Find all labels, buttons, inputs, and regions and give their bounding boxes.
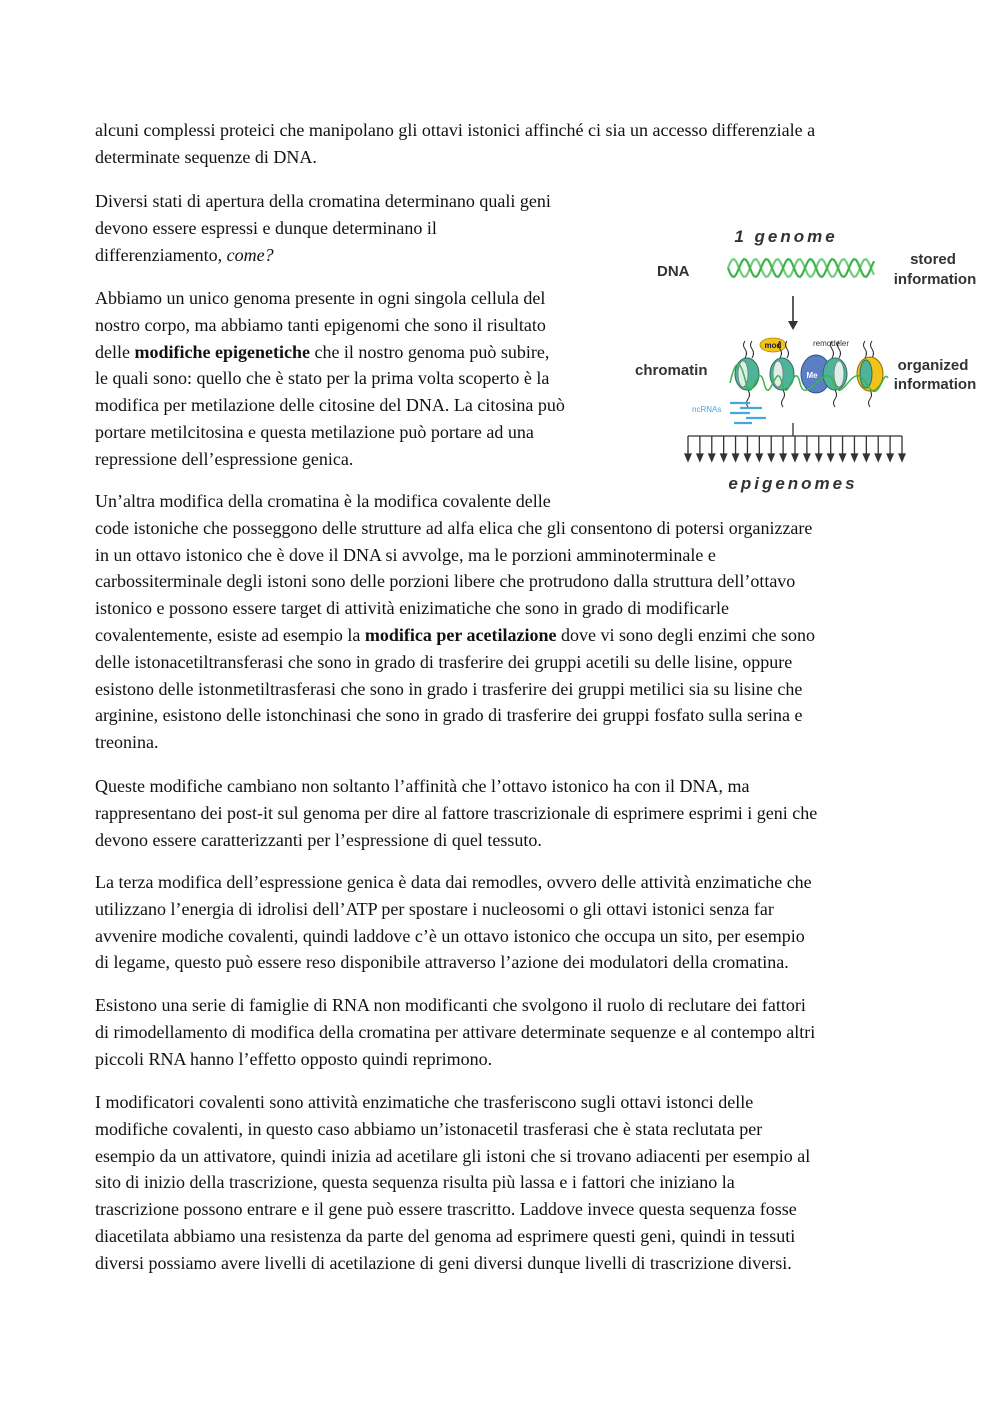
organized-label-line1: organized: [897, 357, 969, 374]
me-label: Me: [806, 371, 818, 380]
text-line: alcuni complessi proteici che manipolano gli ottavi istonici affinché ci sia un accesso differenziale a: [95, 120, 816, 140]
text-line: trascrizione possono entrare e il gene può essere trascritto. Laddove invece questa sequenza fosse: [95, 1199, 797, 1220]
text-line: treonina.: [95, 732, 159, 753]
bold-term-epigenetic-modifications: modifiche epigenetiche: [134, 341, 310, 362]
paragraph-4: [95, 488, 815, 756]
text-line: Queste modifiche cambiano non soltanto l’affinità che l’ottavo istonico ha con il DNA, ma: [95, 776, 750, 796]
text-line: nostro corpo, ma abbiamo tanti epigenomi che sono il risultato: [95, 314, 546, 335]
text-line: utilizzano l’energia di idrolisi dell’ATP per spostare i nucleosomi o gli ottavi istonici senza far: [95, 898, 774, 919]
text-line: [95, 242, 551, 269]
chromatin-label: chromatin: [635, 362, 708, 379]
text-line: Esistono una serie di famiglie di RNA non modificanti che svolgono il ruolo di reclutare dei fattori: [95, 995, 806, 1015]
mod-label: mod: [764, 341, 782, 350]
remodeler-label: remodeler: [813, 339, 850, 348]
text-line: Un’altra modifica della cromatina è la modifica covalente delle: [95, 491, 551, 511]
text-line: carbossiterminale degli istoni sono delle porzioni libere che protrudono dalla struttura dell’ottavo: [95, 571, 796, 592]
bold-term-acetylation: modifica per acetilazione: [364, 624, 557, 645]
text-line: istonico e possono essere target di attività enizimatiche che sono in grado di modificarle: [95, 598, 729, 619]
dna-label: DNA: [657, 263, 690, 280]
ncrnas-label: ncRNAs: [692, 405, 722, 414]
text-line: portare metilcitosina e questa metilazione può portare ad una: [95, 421, 534, 442]
ncrna-strands: [730, 403, 766, 423]
text-line: code istoniche che posseggono delle strutture ad alfa elica che gli consentono di potersi organizzare: [95, 517, 813, 538]
text-segment: differenziamento,: [95, 244, 227, 265]
text-line: esempio da un attivatore, quindi inizia ad acetilare gli istoni che si trovano adiacenti per esempio al: [95, 1145, 811, 1166]
epigenome-figure: [630, 218, 985, 498]
text-segment: dove vi sono degli enzimi che sono: [556, 624, 815, 645]
text-line: di rimodellamento di modifica della cromatina per attivare determinate sequenze e al contempo altri: [95, 1021, 816, 1042]
epigenome-branches: [685, 423, 905, 461]
text-line: le quali sono: quello che è stato per la prima volta scoperto è la: [95, 368, 550, 389]
text-line: devono essere espressi e dunque determinano il: [95, 217, 437, 238]
text-line: repressione dell’espressione genica.: [95, 448, 354, 469]
down-arrow: [788, 296, 798, 330]
text-line: modifiche covalenti, in questo caso abbiamo un’istonacetil trasferasi che è stata reclutata per: [95, 1118, 763, 1139]
text-line: [95, 339, 565, 366]
text-line: di legame, questo può essere reso disponibile attraverso l’azione dei modulatori della cromatina.: [95, 952, 789, 973]
text-line: arginine, esistono delle istonchinasi che sono in grado di trasferire dei gruppi fosfato sulla serina e: [95, 705, 803, 726]
figure-top-label: 1 genome: [734, 227, 838, 246]
nucleosome-4: [857, 357, 883, 391]
text-line: [95, 622, 815, 649]
text-line: diacetilata abbiamo una resistenza da parte del genoma ad esprimere questi geni, quindi in tessuti: [95, 1225, 796, 1246]
text-line: Diversi stati di apertura della cromatina determinano quali geni: [95, 191, 551, 211]
paragraph-2: [95, 188, 551, 268]
text-line: avvenire modiche covalenti, quindi laddove c’è un ottavo istonico che occupa un sito, per esempio: [95, 925, 805, 946]
text-line: delle istonacetiltransferasi che sono in grado di trasferire dei gruppi acetili su delle lisine, oppure: [95, 651, 793, 672]
text-line: devono essere caratterizzanti per l’espressione di quel tessuto.: [95, 829, 542, 850]
stored-label-line2: information: [893, 271, 977, 288]
text-segment: delle: [95, 341, 135, 362]
text-line: determinate sequenze di DNA.: [95, 146, 317, 167]
paragraph-6: [95, 869, 812, 976]
text-segment: covalentemente, esiste ad esempio la: [95, 624, 365, 645]
epigenomes-label: epigenomes: [728, 474, 858, 493]
text-line: in un ottavo istonico che è dove il DNA si avvolge, ma le porzioni amminoterminale e: [95, 544, 716, 565]
text-line: sito di inizio della trascrizione, questa sequenza risulta più lassa e i fattori che iniziano la: [95, 1172, 735, 1193]
text-line: rappresentano dei post-it sul genoma per dire al fattore trascrizionale di esprimere esprimi i geni che: [95, 802, 818, 823]
text-line: La terza modifica dell’espressione genica è data dai remodles, ovvero delle attività enzimatiche che: [95, 872, 812, 892]
paragraph-3: [95, 285, 565, 473]
paragraph-8: [95, 1089, 810, 1277]
stored-label-line1: stored: [910, 251, 956, 268]
paragraph-5: [95, 773, 817, 853]
text-line: modifica per metilazione delle citosine del DNA. La citosina può: [95, 395, 565, 416]
paragraph-7: [95, 992, 815, 1072]
italic-question: come?: [226, 244, 274, 265]
text-line: I modificatori covalenti sono attività enzimatiche che trasferiscono sugli ottavi istonci delle: [95, 1092, 754, 1112]
mod-marker: [760, 338, 786, 352]
dna-helix: [728, 259, 874, 277]
paragraph-1: [95, 117, 815, 171]
organized-label-line2: information: [893, 376, 977, 393]
text-line: Abbiamo un unico genoma presente in ogni singola cellula del: [95, 288, 546, 308]
text-line: esistono delle istonmetiltrasferasi che sono in grado i trasferire dei gruppi metilici sia su lisine che: [95, 678, 803, 699]
text-segment: che il nostro genoma può subire,: [309, 341, 550, 362]
text-line: piccoli RNA hanno l’effetto opposto quindi reprimono.: [95, 1048, 493, 1069]
text-line: diversi possiamo avere livelli di acetilazione di geni diversi dunque livelli di trascrizione diversi.: [95, 1252, 792, 1273]
